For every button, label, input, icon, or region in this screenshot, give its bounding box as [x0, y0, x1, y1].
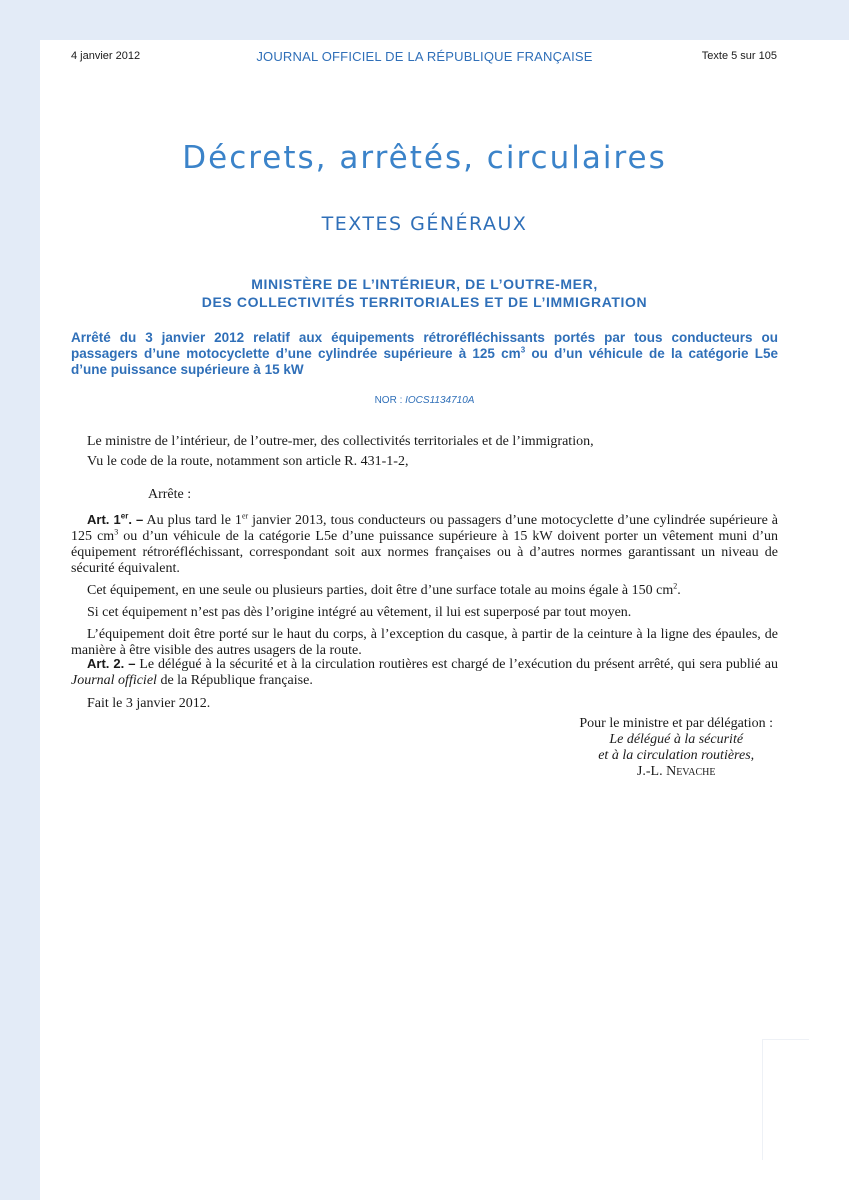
- section-title: TEXTES GÉNÉRAUX: [321, 213, 528, 235]
- decree-title-part-2: ou d’un véhicule de la catégorie L5e d’une puissance supérieure à 15 kW: [71, 346, 778, 377]
- article-2: [71, 656, 778, 689]
- article-1-para-1: Art. 1er. – Au plus tard le 1er janvier 2013, tous conducteurs ou passagers d’une motocyclette d’une cylindrée supérieure à 125 $cm^3$ ou d’un véhicule de la catégorie L5e d’une puissance supérieure à 15 kW doivent porter un vêtement muni d’un équipement rétroréfléchissant, correspondant soit aux normes françaises ou à d’autres normes garantissant un niveau de sécurité équivalent.: [71, 511, 779, 576]
- page-corner-mark: [762, 1039, 809, 1160]
- header-journal-title: JOURNAL OFFICIEL DE LA RÉPUBLIQUE FRANÇAISE: [256, 49, 593, 64]
- fait-le: Fait le 3 janvier 2012.: [87, 696, 211, 711]
- rubric-title: Décrets, arrêtés, circulaires: [182, 140, 667, 176]
- nor-value: IOCS1134710A: [405, 395, 475, 406]
- decree-title-sup: 3: [520, 345, 526, 355]
- article-1-para-4: L’équipement doit être porté sur le haut du corps, à l’exception du casque, à partir de la ceinture à la ligne des épaules, de manière à être visible des autres usagers de la route.: [71, 627, 778, 658]
- signature-line-3: et à la circulation routières,: [598, 748, 755, 763]
- nor-label: NOR :: [374, 395, 403, 406]
- signature-line-2: Le délégué à la sécurité: [609, 732, 744, 747]
- decree-title-part-1: Arrêté du 3 janvier 2012 relatif aux équipements rétroréfléchissants portés par tous conducteurs ou passagers d’une motocyclette d’une cylindrée supérieure à 125 cm: [71, 330, 778, 361]
- signature-line-1: Pour le ministre et par délégation :: [579, 716, 773, 731]
- article-1-para-3: Si cet équipement n’est pas dès l’origine intégré au vêtement, il lui est superposé par tout moyen.: [87, 605, 632, 620]
- article-1: [71, 512, 778, 659]
- signature-name: J.-L. Nevache: [636, 764, 716, 779]
- signature-block: [579, 716, 773, 780]
- ministry-line-1: MINISTÈRE DE L’INTÉRIEUR, DE L’OUTRE-MER,: [251, 276, 598, 292]
- article-1-label: Art. 1er. –: [87, 511, 144, 527]
- header-text-number: Texte 5 sur 105: [701, 50, 777, 62]
- preamble-visa: Vu le code de la route, notamment son article R. 431-1-2,: [87, 454, 409, 469]
- article-2-text: Art. 2. – Le délégué à la sécurité et à la circulation routières est chargé de l’exécution du présent arrêté, qui sera publié au Journal officiel de la République française.: [71, 656, 778, 688]
- ministry-line-2: DES COLLECTIVITÉS TERRITORIALES ET DE L’IMMIGRATION: [201, 294, 648, 310]
- arrete-label: Arrête :: [148, 487, 192, 502]
- article-1-para-2: Cet équipement, en une seule ou plusieurs parties, doit être d’une surface totale au moins égale à 150 $cm^2$.: [87, 581, 681, 598]
- preamble: [71, 434, 778, 470]
- article-2-label: Art. 2. –: [87, 656, 136, 671]
- nor-reference: [0, 395, 849, 406]
- decree-title: [71, 330, 778, 378]
- header-date: 4 janvier 2012: [71, 50, 141, 62]
- ministry-heading: [0, 275, 849, 311]
- preamble-minister: Le ministre de l’intérieur, de l’outre-mer, des collectivités territoriales et de l’immigration,: [87, 434, 594, 449]
